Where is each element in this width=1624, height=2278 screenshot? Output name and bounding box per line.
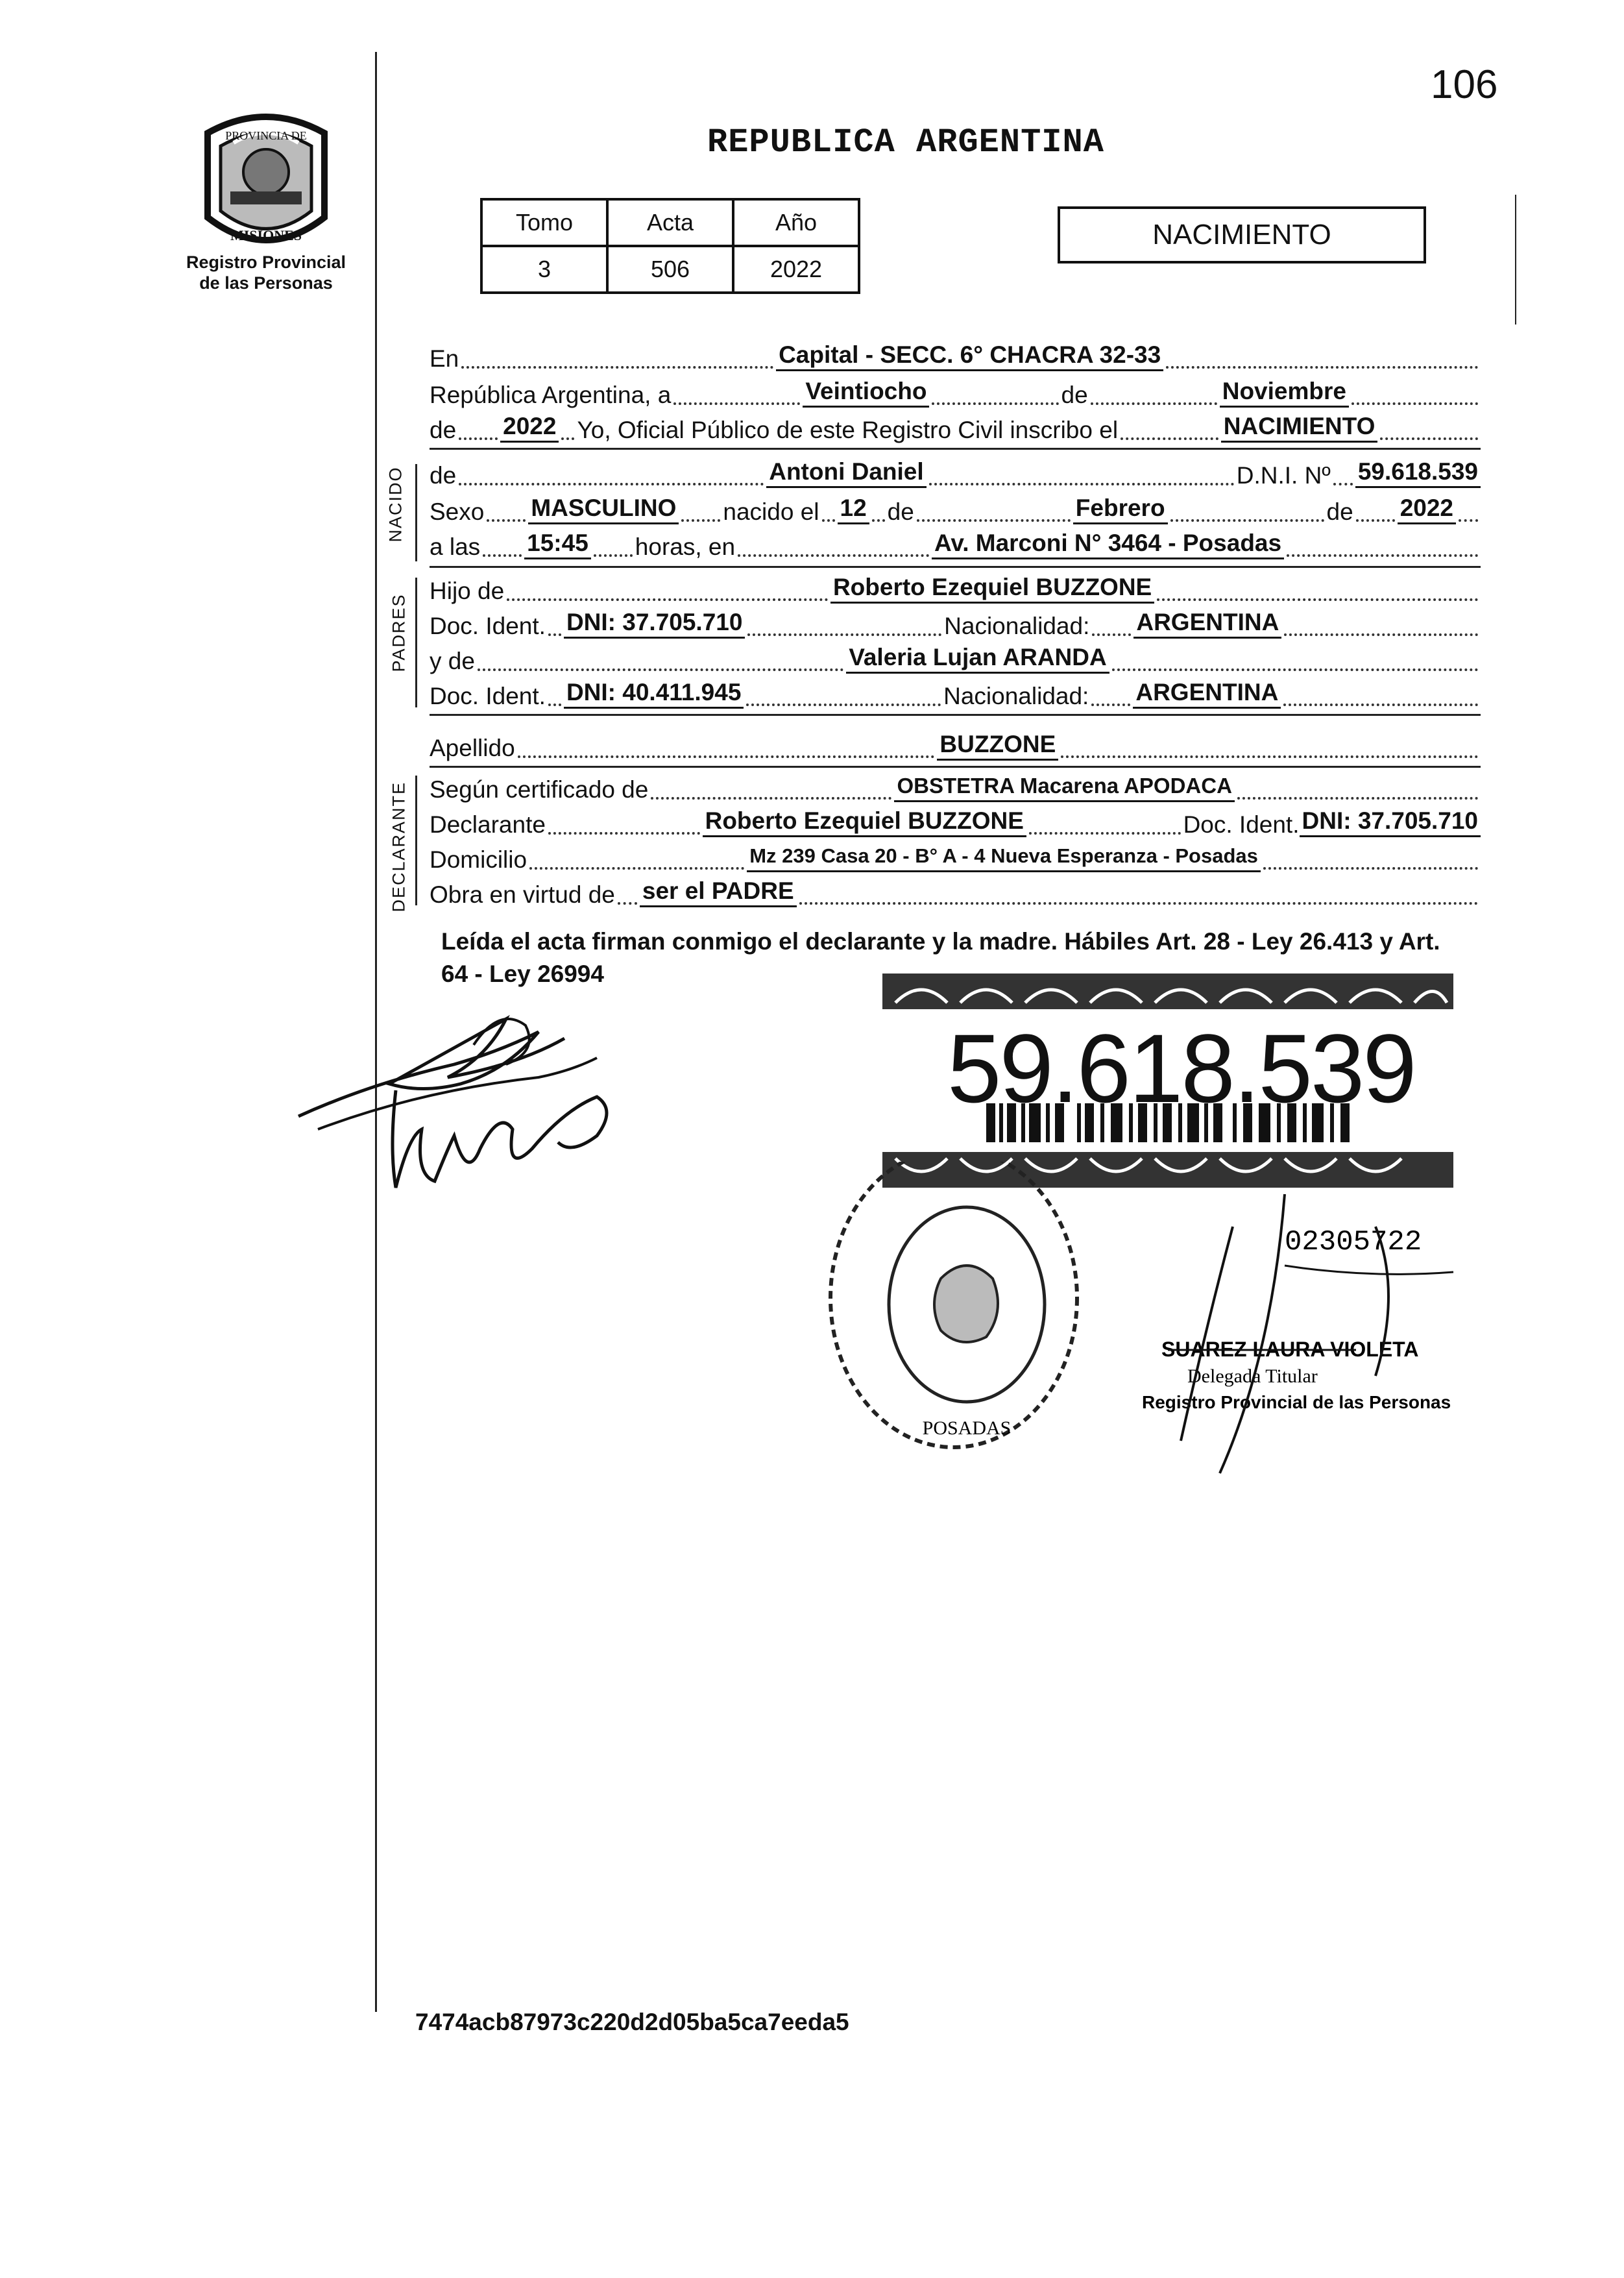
seal-bottom-text: MISIONES [230,227,302,243]
line-nombre [430,454,1481,489]
declarant-dni-value: DNI: 37.705.710 [1300,807,1481,837]
side-label-padres: PADRES [389,593,409,672]
section-separator [430,566,1481,568]
nacionalidad-label: Nacionalidad: [944,613,1090,639]
dots [1287,541,1478,557]
record-type-box: NACIMIENTO [1058,206,1426,263]
stamp-org: Registro Provincial de las Personas [1142,1392,1451,1412]
dots [1459,506,1478,522]
birth-year-value: 2022 [1398,494,1456,524]
dots [1263,854,1478,870]
child-dni-value: 59.618.539 [1355,458,1481,488]
line-en [430,337,1481,373]
dots [681,506,720,522]
anio-header: Año [733,199,859,246]
domicilio-label: Domicilio [430,846,527,873]
nacionalidad-label: Nacionalidad: [943,683,1089,709]
tomo-header: Tomo [481,199,607,246]
birth-day-value: 12 [838,494,869,524]
en-label: En [430,345,459,372]
doc-label: Doc. Ident. [430,613,546,639]
line-certificado [430,768,1481,803]
dots [1283,691,1478,706]
dots [507,585,828,601]
dots [1029,819,1181,835]
dots [1157,585,1478,601]
mother-dni-value: DNI: 40.411.945 [564,678,744,709]
declarante-label: Declarante [430,811,546,838]
dots [651,784,891,800]
provincial-seal-icon [195,107,337,263]
dots [932,389,1058,405]
dots [872,506,885,522]
line-padre-doc [430,605,1481,640]
dots [1166,353,1478,369]
padres-bracket [415,578,417,707]
certificado-label: Según certificado de [430,776,649,803]
dots [822,506,835,522]
dots [1091,389,1217,405]
oficial-text: Yo, Oficial Público de este Registro Civil inscribo el [577,417,1119,443]
mother-name-value: Valeria Lujan ARANDA [846,643,1109,674]
dots [1121,424,1218,440]
line-padre [430,570,1481,605]
org-line-1: Registro Provincial [186,252,346,272]
stamp-city: POSADAS [922,1417,1012,1439]
closing-text: Leída el acta firman conmigo el declarante y la madre. Hábiles Art. 28 - Ley 26.413 y Art. 64 - Ley 26994 [441,928,1440,987]
dots [673,389,800,405]
section-separator [430,714,1481,716]
side-label-nacido: NACIDO [385,466,406,543]
dots [461,353,773,369]
address-value: Mz 239 Casa 20 - B° A - 4 Nueva Esperanza - Posadas [747,842,1261,872]
month-value: Noviembre [1220,377,1349,408]
dots [1092,620,1131,636]
organization-name [175,252,357,293]
place-value: Capital - SECC. 6° CHACRA 32-33 [776,341,1163,371]
birth-month-value: Febrero [1073,494,1168,524]
document-hash: 7474acb87973c220d2d05ba5ca7eeda5 [415,2009,849,2035]
dni-label: D.N.I. Nº [1236,462,1331,489]
day-value: Veintiocho [803,377,929,408]
org-line-2: de las Personas [199,273,333,293]
page-number: 106 [1431,62,1498,107]
dots [459,424,498,440]
line-anio [430,409,1481,444]
de-label: de [1061,382,1088,408]
dots [483,541,522,557]
dni-sticker-number: 59.618.539 [947,1014,1415,1123]
year-value: 2022 [500,412,559,443]
record-type-value: NACIMIENTO [1221,412,1378,443]
surname-value: BUZZONE [937,730,1058,761]
horas-label: horas, en [635,533,736,560]
dots [738,541,929,557]
sexo-label: Sexo [430,498,485,525]
anio-value: 2022 [733,246,859,293]
dots [1356,506,1395,522]
section-separator [430,766,1481,768]
dots [561,424,574,440]
birth-time-value: 15:45 [524,529,591,559]
dots [1170,506,1324,522]
side-label-declarante: DECLARANTE [389,781,409,912]
signatures [292,980,681,1214]
acta-value: 506 [607,246,733,293]
dots [487,506,526,522]
de-label: de [887,498,914,525]
dots [618,889,637,905]
dots [917,506,1071,522]
father-nationality-value: ARGENTINA [1133,608,1281,639]
dots [1351,389,1478,405]
nacido-label: nacido el [723,498,819,525]
dots [1112,655,1478,671]
stamp-role: Delegada Titular [1187,1366,1318,1387]
section-separator [430,448,1481,450]
republica-label: República Argentina, a [430,382,672,408]
dots [529,854,744,870]
obra-label: Obra en virtud de [430,881,615,908]
line-domicilio [430,839,1481,874]
dots [594,541,633,557]
dots [1284,620,1478,636]
line-declarante [430,803,1481,839]
dots [459,470,764,485]
dots [746,691,941,706]
seal-top-text: PROVINCIA DE [225,129,307,142]
hijo-label: Hijo de [430,578,505,604]
doc-label: Doc. Ident. [430,683,546,709]
dots [1091,691,1130,706]
dots [548,691,561,706]
official-stamp [818,1162,1466,1499]
stamp-code: 02305722 [1285,1226,1422,1258]
dots [1237,784,1478,800]
dots [1380,424,1478,440]
yde-label: y de [430,648,475,674]
line-republica [430,374,1481,409]
alas-label: a las [430,533,481,560]
de-label: de [1326,498,1353,525]
dots [747,620,941,636]
dots [929,470,1234,485]
relationship-value: ser el PADRE [640,877,797,907]
acta-header: Acta [607,199,733,246]
dots [1333,470,1353,485]
apellido-label: Apellido [430,735,515,761]
dots [548,819,700,835]
stamp-name: SUAREZ LAURA VIOLETA [1161,1338,1419,1361]
dots [1061,742,1478,758]
record-table [480,198,860,294]
father-dni-value: DNI: 37.705.710 [564,608,745,639]
dots [518,742,935,758]
dots [799,889,1478,905]
mother-nationality-value: ARGENTINA [1133,678,1281,709]
de-label: de [430,462,457,489]
line-madre-doc [430,675,1481,710]
declarante-bracket [415,776,417,905]
child-name-value: Antoni Daniel [766,458,926,488]
tomo-value: 3 [481,246,607,293]
line-madre [430,640,1481,675]
sex-value: MASCULINO [528,494,679,524]
dots [548,620,561,636]
line-sexo [430,491,1481,526]
birth-place-value: Av. Marconi N° 3464 - Posadas [932,529,1284,559]
doc-label: Doc. Ident. [1183,811,1300,838]
de-label: de [430,417,457,443]
declarant-name-value: Roberto Ezequiel BUZZONE [703,807,1026,837]
nacido-bracket [415,464,417,561]
right-margin-rule [1515,195,1516,325]
line-apellido [430,727,1481,762]
certificate-value: OBSTETRA Macarena APODACA [894,772,1234,802]
father-name-value: Roberto Ezequiel BUZZONE [830,573,1154,604]
line-obra [430,874,1481,909]
line-hora [430,526,1481,561]
dots [478,655,843,671]
document-title: REPUBLICA ARGENTINA [707,123,1104,162]
